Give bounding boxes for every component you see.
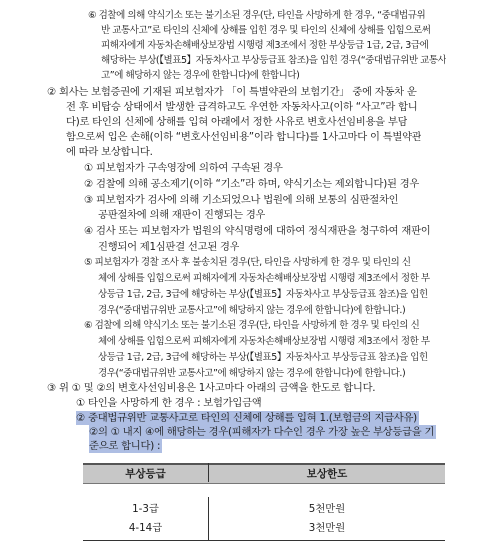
list-item: 상등급 1급, 2급, 3급에 해당하는 부상(【별표5】자동차사고 부상등급표 참조)을 입힌 — [98, 352, 428, 363]
list-item: ③ 피보험자가 검사에 의해 기소되었으나 법원에 의해 보통의 심판절차인 — [84, 194, 399, 206]
paragraph-2-line: 다)로 타인의 신체에 상해를 입혀 아래에서 정한 사유로 변호사선임비용을 부담 — [66, 116, 408, 128]
table-cell: 5천만원 — [308, 503, 346, 515]
list-item: ⑤ 피보험자가 경찰 조사 후 불송치된 경우(단, 타인을 사망하게 한 경우 및 타인의 신 — [84, 257, 411, 268]
table-cell: 4-14급 — [128, 522, 163, 534]
compensation-table — [83, 463, 445, 543]
table-cell: 3천만원 — [308, 522, 346, 534]
list-item: ① 타인을 사망하게 한 경우 : 보험가입금액 — [76, 397, 262, 409]
list-item: ② 검찰에 의해 공소제기(이하 “기소”라 하며, 약식기소는 제외합니다)된 경우 — [84, 178, 420, 190]
paragraph-2-line: 전 후 비탑승 상태에서 발생한 급격하고도 우연한 자동차사고(이하 “사고”라 합니 — [66, 101, 418, 113]
paragraph-2-line: 에 따라 보상합니다. — [66, 146, 153, 158]
table-header-cell: 보상한도 — [306, 468, 348, 480]
highlighted-line: ②의 ① 내지 ④에 해당하는 경우(피해자가 다수인 경우 가장 높은 부상등급을 기 — [89, 426, 435, 438]
list-item: 경우(“중대법규위반 교통사고”에 해당하지 않는 경우에 한합니다)에 한합니다.) — [98, 305, 406, 316]
table-cell: 1-3급 — [132, 503, 159, 515]
table-header-row — [83, 463, 445, 484]
text-line: 고”에 해당하지 않는 경우에 한합니다)에 한합니다) — [101, 70, 300, 81]
text-line: 해당하는 부상(【별표5】자동차사고 부상등급표 참조)을 입힌 경우(“중대법규위반 교통사 — [101, 55, 447, 66]
highlighted-line: ② 중대법규위반 교통사고로 타인의 신체에 상해를 입혀 1.(보험금의 지급사유) — [76, 412, 417, 424]
list-item: 체에 상해를 입힘으로써 피해자에게 자동차손해배상보장법 시행령 제3조에서 정한 부 — [98, 273, 430, 284]
text-line: ⑥ 검찰에 의해 약식기소 또는 불기소된 경우(단, 타인을 사망하게 한 경우, “중대법규위 — [88, 10, 426, 21]
paragraph-3-line: ③ 위 ① 및 ②의 변호사선임비용은 1사고마다 아래의 금액을 한도로 합니다. — [47, 382, 376, 394]
list-item: 체에 상해를 입힘으로써 피해자에게 자동차손해배상보장법 시행령 제3조에서 정한 부 — [98, 336, 430, 347]
list-item: ⑥ 검찰에 의해 약식기소 또는 불기소된 경우(단, 타인을 사망하게 한 경우 및 타인의 신 — [84, 320, 420, 331]
list-item: 진행되어 제1심판결 선고된 경우 — [98, 241, 240, 253]
table-bottom-rule — [83, 540, 445, 541]
list-item: 공판절차에 의해 재판이 진행되는 경우 — [98, 209, 266, 221]
text-line: 피해자에게 자동차손해배상보장법 시행령 제3조에서 정한 부상등급 1급, 2급, 3급에 — [101, 40, 429, 51]
list-item: ④ 검사 또는 피보험자가 법원의 약식명령에 대하여 정식재판을 청구하여 재판이 — [84, 225, 431, 237]
list-item: 상등급 1급, 2급, 3급에 해당하는 부상(【별표5】자동차사고 부상등급표 참조)을 입힌 — [98, 289, 428, 300]
list-item: ① 피보험자가 구속영장에 의하여 구속된 경우 — [84, 162, 283, 174]
paragraph-2-line: ② 회사는 보험증권에 기재된 피보험자가 「이 특별약관의 보험기간」 중에 자동차 운 — [47, 86, 417, 98]
list-item: 경우(“중대법규위반 교통사고”에 해당하지 않는 경우에 한합니다)에 한합니다.) — [98, 368, 406, 379]
table-header-cell: 부상등급 — [125, 468, 166, 480]
text-line: 반 교통사고”로 타인의 신체에 상해를 입힌 경우 및 타인의 신체에 상해를 입힘으로써 — [101, 25, 431, 36]
paragraph-2-line: 함으로써 입은 손해(이하 “변호사선임비용”이라 합니다)를 1사고마다 이 특별약관 — [66, 131, 422, 143]
column-divider — [208, 463, 209, 482]
highlighted-line: 준으로 합니다) : — [89, 440, 161, 452]
